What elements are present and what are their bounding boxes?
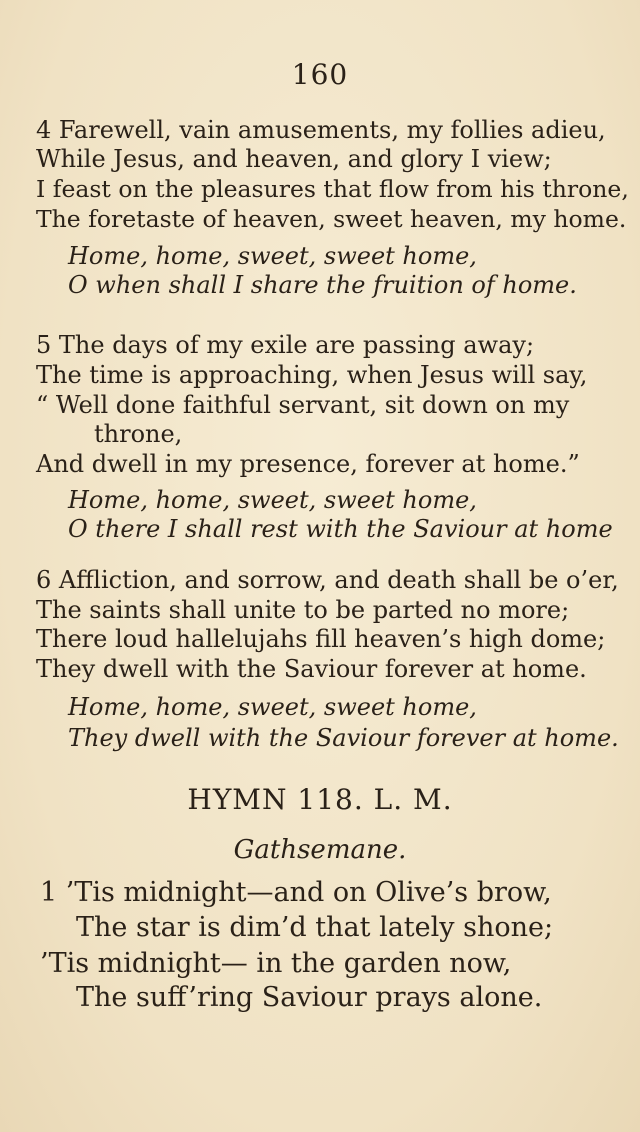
verse-4-chorus-line-2: O when shall I share the fruition of home. — [68, 271, 577, 299]
page-number: 160 — [291, 58, 349, 91]
verse-4-line-3: I feast on the pleasures that flow from his throne, — [36, 175, 629, 203]
hymn-118-verse-1-line-2: The star is dim’d that lately shone; — [76, 912, 554, 943]
verse-6-line-3: There loud hallelujahs fill heaven’s high dome; — [36, 625, 606, 653]
verse-5-line-1: 5 The days of my exile are passing away; — [36, 331, 535, 359]
verse-4-chorus-line-1: Home, home, sweet, sweet home, — [68, 242, 477, 270]
hymn-118-verse-1-line-1: 1 ’Tis midnight—and on Olive’s brow, — [40, 877, 552, 908]
verse-6-chorus-line-1: Home, home, sweet, sweet home, — [68, 693, 477, 721]
hymn-title: HYMN 118. L. M. — [187, 783, 453, 816]
verse-5-chorus-line-2: O there I shall rest with the Saviour at home — [68, 515, 613, 543]
verse-5-line-2: The time is approaching, when Jesus will say, — [36, 361, 588, 389]
verse-6-line-1: 6 Affliction, and sorrow, and death shall be o’er, — [36, 566, 619, 594]
verse-6-line-2: The saints shall unite to be parted no more; — [36, 596, 570, 624]
hymn-118-verse-1-line-3: ’Tis midnight— in the garden now, — [40, 948, 512, 979]
verse-4-line-4: The foretaste of heaven, sweet heaven, my home. — [36, 205, 627, 233]
verse-4-line-2: While Jesus, and heaven, and glory I view; — [36, 145, 552, 173]
tune-name: Gathsemane. — [233, 835, 407, 865]
verse-6-chorus-line-2: They dwell with the Saviour forever at home. — [68, 724, 619, 752]
verse-5-line-5: And dwell in my presence, forever at home.” — [36, 450, 580, 478]
hymn-118-verse-1-line-4: The suff’ring Saviour prays alone. — [76, 982, 543, 1013]
verse-5-chorus-line-1: Home, home, sweet, sweet home, — [68, 486, 477, 514]
verse-5-line-4: throne, — [94, 420, 183, 448]
verse-6-line-4: They dwell with the Saviour forever at home. — [36, 655, 587, 683]
verse-5-line-3: “ Well done faithful servant, sit down on my — [36, 391, 570, 419]
verse-4-line-1: 4 Farewell, vain amusements, my follies adieu, — [36, 116, 606, 144]
